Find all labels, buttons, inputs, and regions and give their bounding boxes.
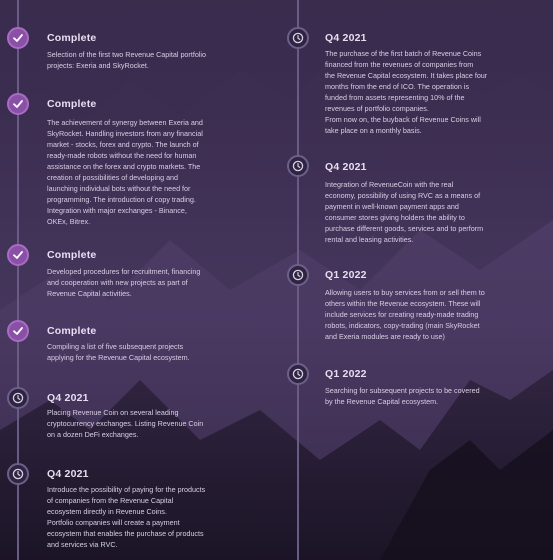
milestone-description: The achievement of synergy between Exeria and SkyRocket. Handling investors from any financial market - stocks, forex and crypto. The launch of ready-made robots without the need for human assistance on the forex and crypto markets. The creation of possibilities of developing and launching individual bots without the need for programming. The introduction of copy trading. Integration with major exchanges - Binance, OKEx, Bitrex. bbox=[47, 118, 203, 226]
milestone-title: Complete bbox=[47, 32, 97, 44]
milestone-description: Integration of RevenueCoin with the real economy, possibility of using RVC as a means of payment in well-known payment apps and consumer stores giving holders the ability to purchase different goods, services and to perform rental and leasing activities. bbox=[325, 180, 484, 244]
clock-icon bbox=[287, 363, 309, 385]
milestone-title: Complete bbox=[47, 325, 97, 337]
clock-icon bbox=[287, 155, 309, 177]
milestone-description: Developed procedures for recruitment, financing and cooperation with new projects as part of Revenue Capital activities. bbox=[47, 267, 201, 298]
milestone-title: Q4 2021 bbox=[325, 32, 367, 44]
clock-icon bbox=[7, 387, 29, 409]
milestone-title: Q4 2021 bbox=[47, 392, 89, 404]
milestone-description: The purchase of the first batch of Revenue Coins financed from the revenues of companies from the Revenue Capital ecosystem. It takes place four months from the end of ICO. The operation is funded from assets representing 10% of the revenues of portfolio companies. From now on, the buyback of Revenue Coins will take place on a monthly basis. bbox=[325, 49, 488, 135]
milestone-title: Q1 2022 bbox=[325, 368, 367, 380]
clock-icon bbox=[287, 27, 309, 49]
milestone-title: Q4 2021 bbox=[325, 161, 367, 173]
milestone-description: Introduce the possibility of paying for the products of companies from the Revenue Capital ecosystem directly in Revenue Coins. Portfolio companies will create a payment ecosystem that enables the purchase of products and services via RVC. bbox=[47, 485, 206, 549]
milestone-description: Selection of the first two Revenue Capital portfolio projects: Exeria and SkyRocket. bbox=[47, 50, 207, 70]
milestone-description: Placing Revenue Coin on several leading cryptocurrency exchanges. Listing Revenue Coin on a dozen DeFi exchanges. bbox=[47, 408, 204, 439]
clock-icon bbox=[287, 264, 309, 286]
check-icon bbox=[7, 27, 29, 49]
milestone-title: Q1 2022 bbox=[325, 269, 367, 281]
check-icon bbox=[7, 244, 29, 266]
check-icon bbox=[7, 320, 29, 342]
milestone-description: Searching for subsequent projects to be covered by the Revenue Capital ecosystem. bbox=[325, 386, 480, 406]
milestone-title: Complete bbox=[47, 249, 97, 261]
check-icon bbox=[7, 93, 29, 115]
milestone-title: Q4 2021 bbox=[47, 468, 89, 480]
milestone-description: Allowing users to buy services from or sell them to others within the Revenue ecosystem. These will include services for creating ready-made trading robots, indicators, copy-trading (main SkyRocket and Exeria modules are ready to use) bbox=[325, 288, 485, 341]
milestone-description: Compiling a list of five subsequent projects applying for the Revenue Capital ecosystem. bbox=[47, 342, 190, 362]
milestone-title: Complete bbox=[47, 98, 97, 110]
clock-icon bbox=[7, 463, 29, 485]
